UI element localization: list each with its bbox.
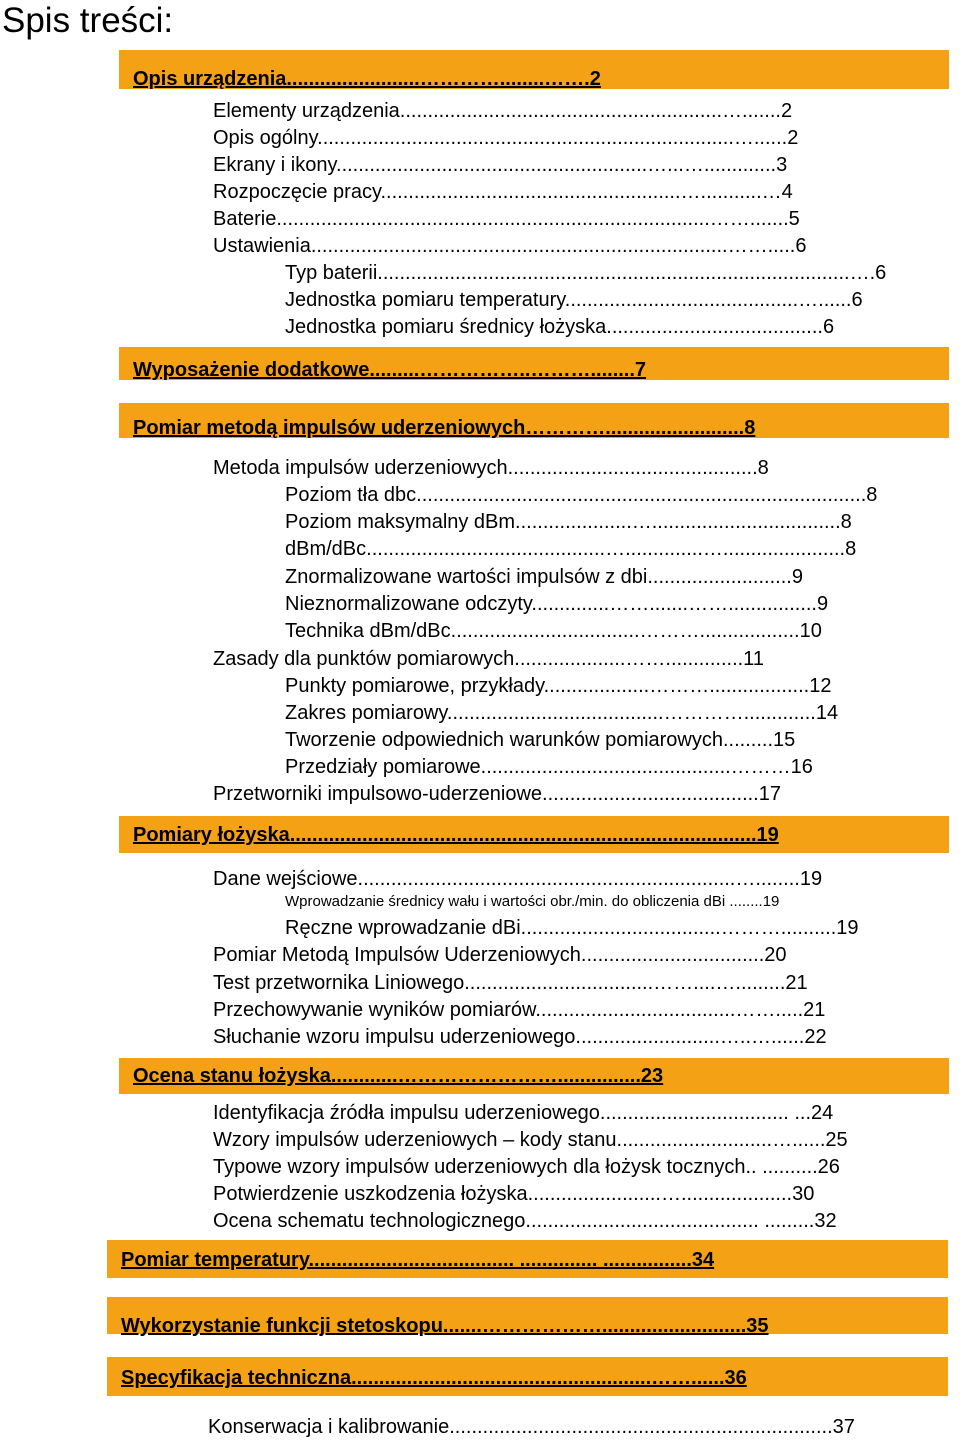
toc-entry[interactable]: Technika dBm/dBc..................................………..................10 xyxy=(285,620,822,642)
toc-entry[interactable]: Przechowywanie wyników pomiarów....................................…….....21 xyxy=(213,999,826,1021)
section-band xyxy=(119,1058,949,1094)
toc-entry[interactable]: Pomiar Metodą Impulsów Uderzeniowych.................................20 xyxy=(213,944,787,966)
section-heading[interactable]: Pomiar temperatury..................................... .............. ................34 xyxy=(121,1249,715,1271)
section-heading[interactable]: Pomiary łożyska....................................................................................19 xyxy=(133,824,779,846)
toc-entry[interactable]: Baterie..............................................................................…….......5 xyxy=(213,208,800,230)
toc-entry[interactable]: Znormalizowane wartości impulsów z dbi..........................9 xyxy=(285,566,803,588)
toc-entry[interactable]: Poziom tła dbc.................................................................................8 xyxy=(285,484,878,506)
section-heading[interactable]: Wyposażenie dodatkowe.........……………..………........7 xyxy=(133,359,647,381)
toc-entry[interactable]: Wzory impulsów uderzeniowych – kody stanu............................…......25 xyxy=(213,1129,848,1151)
toc-entry[interactable]: Test przetwornika Liniowego..................................……....….........21 xyxy=(213,972,808,994)
toc-entry[interactable]: Identyfikacja źródła impulsu uderzeniowego.................................. ...24 xyxy=(213,1102,834,1124)
page-title: Spis treści: xyxy=(2,1,174,40)
toc-entry[interactable]: Elementy urządzenia..........................................................….......2 xyxy=(213,100,793,122)
section-band xyxy=(107,1357,948,1396)
toc-entry[interactable]: Konserwacja i kalibrowanie.....................................................................37 xyxy=(208,1416,855,1438)
toc-entry[interactable]: Punkty pomiarowe, przykłady...................………..................12 xyxy=(285,675,832,697)
toc-entry[interactable]: Typ baterii.....................................................................................….6 xyxy=(285,262,887,284)
toc-entry[interactable]: Ocena schematu technologicznego.......................................... .........32 xyxy=(213,1210,837,1232)
section-band xyxy=(107,1297,948,1337)
toc-entry[interactable]: Zasady dla punktów pomiarowych....................……..............11 xyxy=(213,648,764,670)
section-band xyxy=(119,403,949,438)
section-heading[interactable]: Opis urządzenia........................…………........…….2 xyxy=(133,68,601,90)
toc-entry[interactable]: Metoda impulsów uderzeniowych.............................................8 xyxy=(213,457,769,479)
toc-entry[interactable]: Tworzenie odpowiednich warunków pomiarowych.........15 xyxy=(285,729,796,751)
toc-entry[interactable]: Rozpoczęcie pracy......................................................…...........…4 xyxy=(213,181,793,203)
section-band xyxy=(119,816,949,853)
section-heading[interactable]: Pomiar metodą impulsów uderzeniowych………….........................8 xyxy=(133,417,756,439)
section-band xyxy=(119,50,949,89)
toc-entry[interactable]: dBm/dBc...........................................…..............…......................8 xyxy=(285,538,857,560)
section-band xyxy=(107,1240,948,1278)
toc-entry[interactable]: Przedziały pomiarowe.............................................………16 xyxy=(285,756,813,778)
section-heading[interactable]: Ocena stanu łożyska............……………………...............23 xyxy=(133,1065,664,1087)
toc-entry[interactable]: Wprowadzanie średnicy wału i wartości obr./min. do obliczenia dBi ........19 xyxy=(285,893,780,910)
toc-entry[interactable]: Typowe wzory impulsów uderzeniowych dla łożysk tocznych.. ..........26 xyxy=(213,1156,840,1178)
toc-entry[interactable]: Ekrany i ikony........................................................…...….............3 xyxy=(213,154,788,176)
toc-entry[interactable]: Nieznormalizowane odczyty..............…….......……................9 xyxy=(285,593,829,615)
toc-entry[interactable]: Zakres pomiarowy.......................................………….............14 xyxy=(285,702,839,724)
toc-entry[interactable]: Jednostka pomiaru średnicy łożyska.......................................6 xyxy=(285,316,835,338)
toc-entry[interactable]: Słuchanie wzoru impulsu uderzeniowego..........................…..…......22 xyxy=(213,1026,827,1048)
toc-entry[interactable]: Jednostka pomiaru temperatury..........................................…......6 xyxy=(285,289,863,311)
toc-entry[interactable]: Przetworniki impulsowo-uderzeniowe.......................................17 xyxy=(213,783,781,805)
toc-entry[interactable]: Opis ogólny...........................................................................…......2 xyxy=(213,127,799,149)
section-band xyxy=(119,347,949,380)
section-heading[interactable]: Wykorzystanie funkcji stetoskopu.......………………..........................35 xyxy=(121,1315,769,1337)
toc-entry[interactable]: Poziom maksymalny dBm.....................…..................................8 xyxy=(285,511,852,533)
toc-entry[interactable]: Dane wejściowe....................................................................…........19 xyxy=(213,868,823,890)
toc-entry[interactable]: Ustawienia...........................................................................…….....6 xyxy=(213,235,807,257)
toc-entry[interactable]: Potwierdzenie uszkodzenia łożyska........................…....................30 xyxy=(213,1183,815,1205)
toc-entry[interactable]: Ręczne wprowadzanie dBi....................................………..........19 xyxy=(285,917,859,939)
section-heading[interactable]: Specyfikacja techniczna......................................................……......36 xyxy=(121,1367,747,1389)
